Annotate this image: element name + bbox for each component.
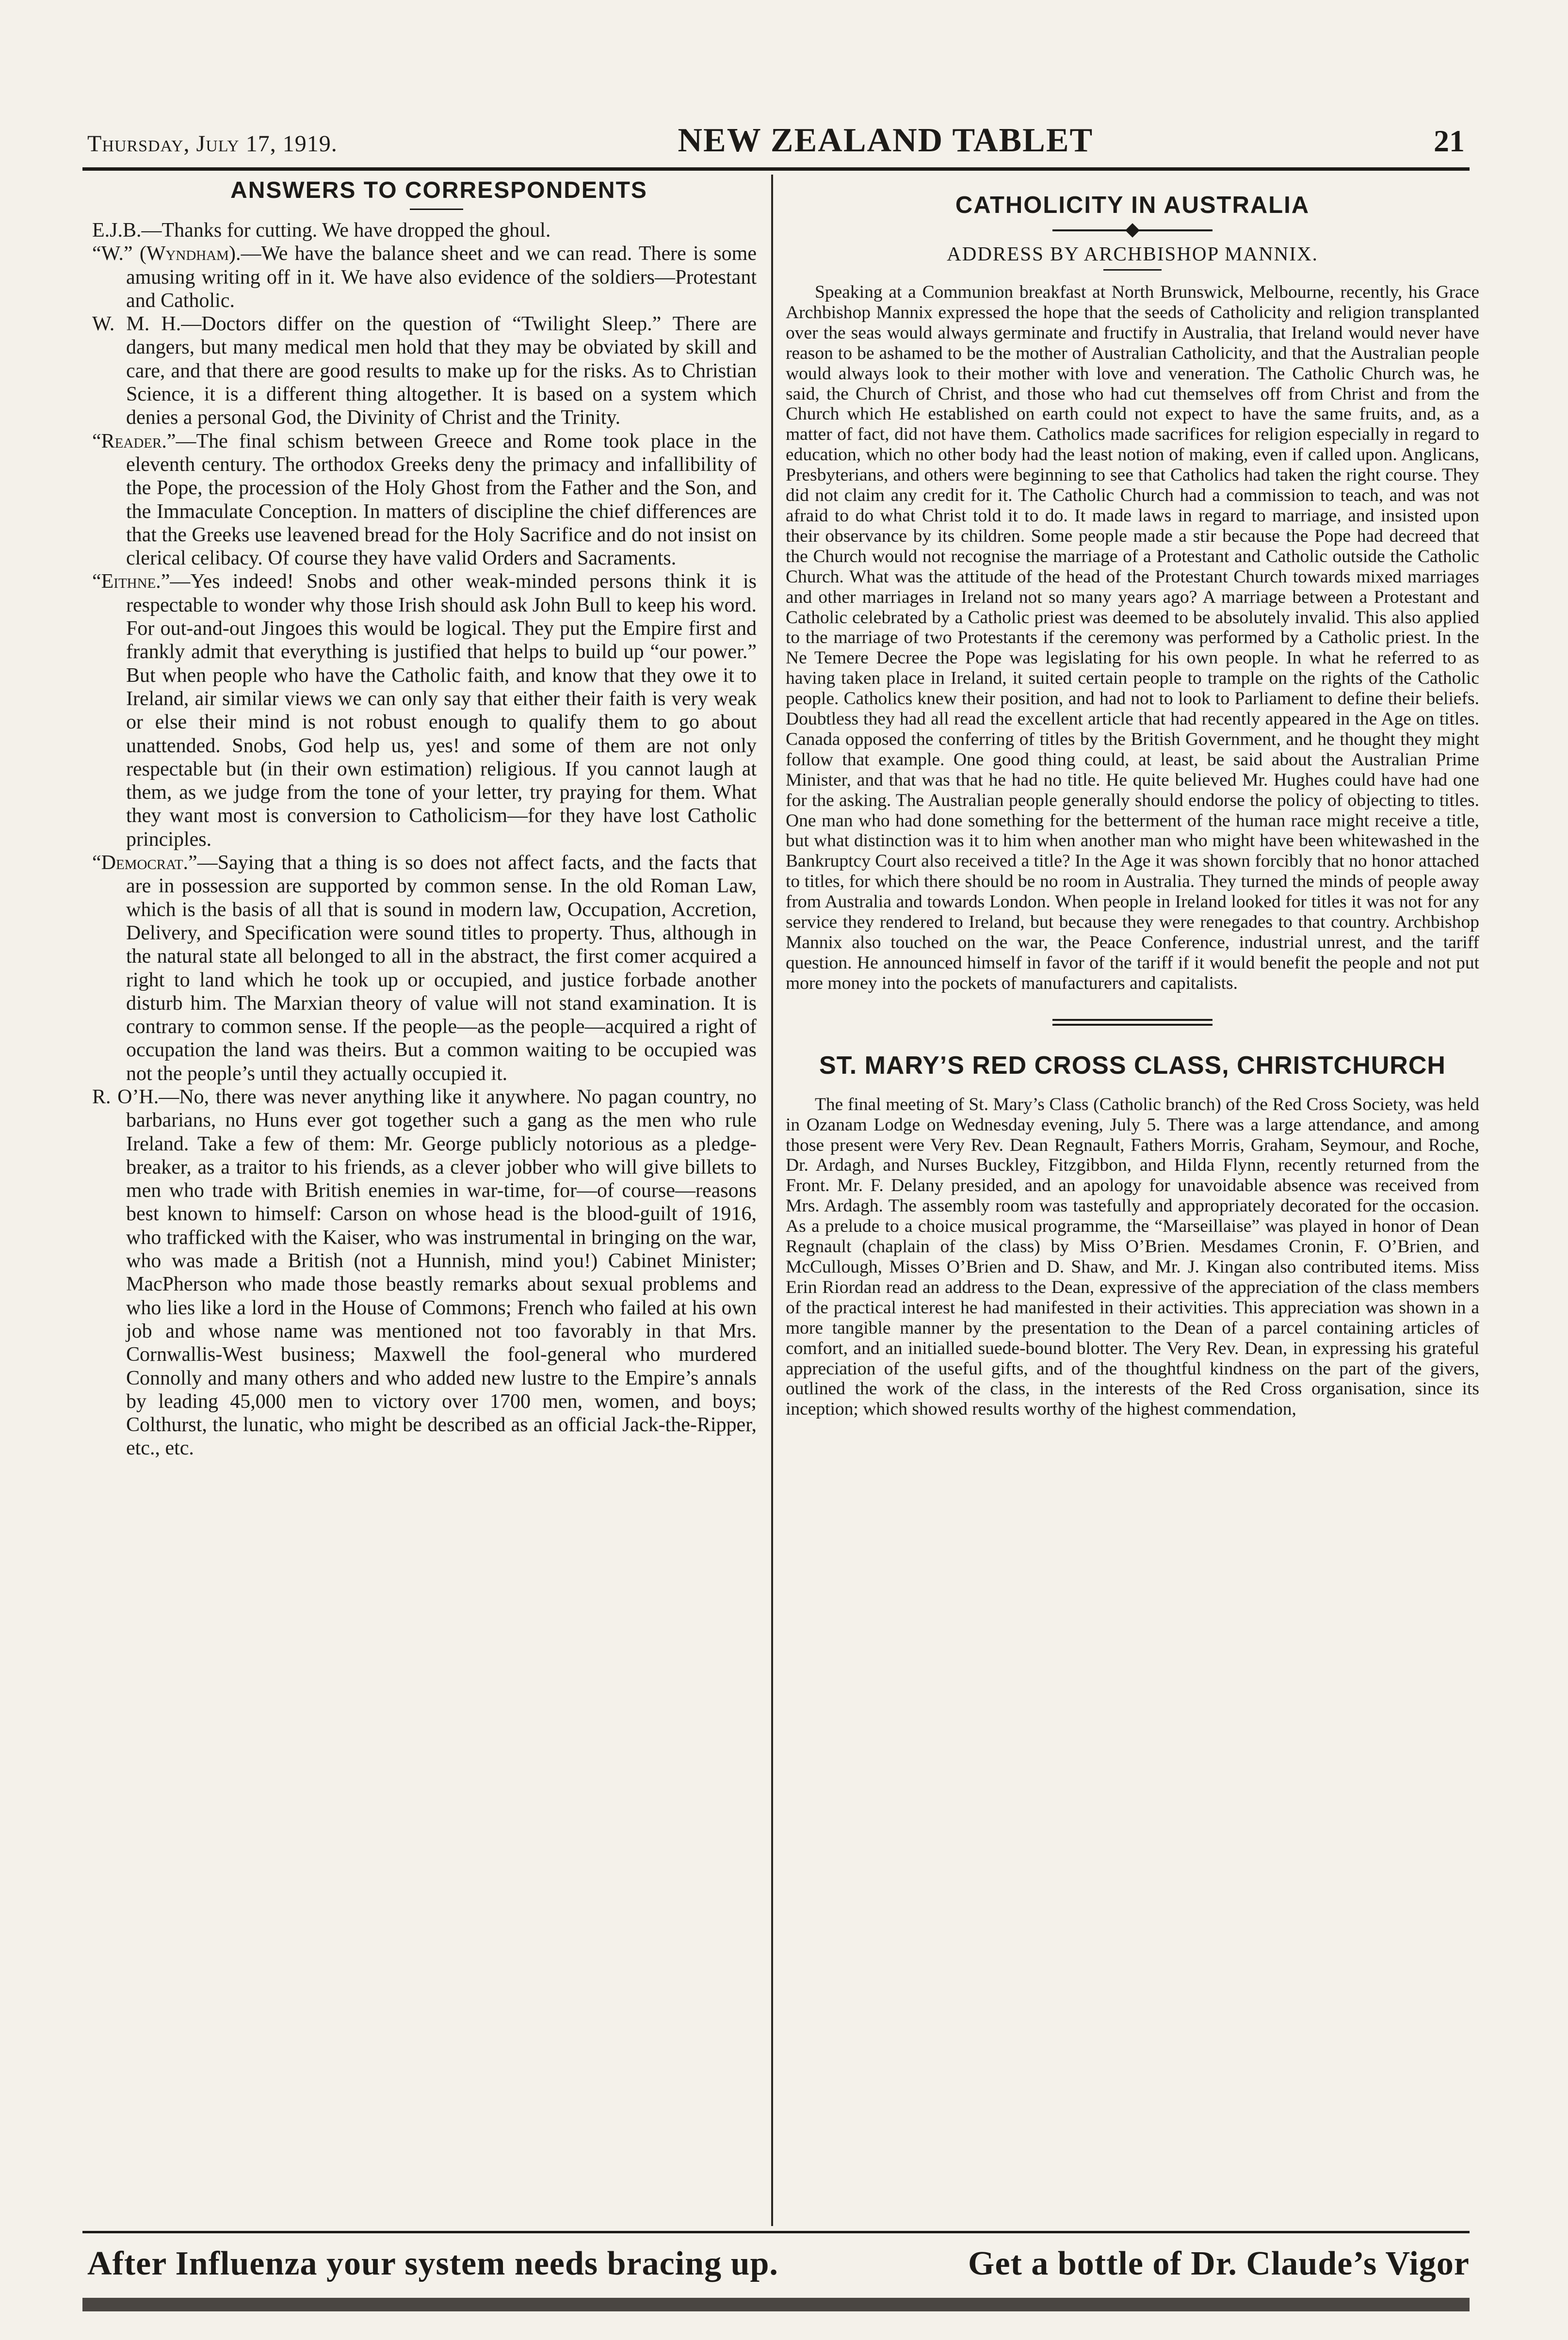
answer-text: —Saying that a thing is so does not affect facts, and the facts that are in possession are supported by common sense. In the old Roman Law, which is the basis of all that is sound in modern law, Occupation, Accretion, Delivery, and Specification were sound titles to property. Thus, although in the natural state all belonged to all in the abstract, the first comer acquired a right to land which he took up or occupied, and justice forbade another disturb him. The Marxian theory of value will not stand examination. It is contrary to common sense. If the people—as the people—acquired a right of occupation the land was theirs. But a common waiting to be occupied was not the people’s until they actually occupied it. — [126, 852, 757, 1085]
answer-lead: R. O’H. — [92, 1085, 159, 1108]
subtitle-rule — [1103, 269, 1162, 271]
answer-item — [92, 242, 757, 312]
newspaper-title: NEW ZEALAND TABLET — [678, 122, 1094, 159]
issue-date: Thursday, July 17, 1919. — [87, 131, 338, 157]
answer-text: —Yes indeed! Snobs and other weak-minded persons think it is respectable to wonder why those Irish should ask John Bull to keep his word. For out-and-out Jingoes this would be logical. They put the Empire first and frankly admit that everything is justified that helps to build up “our power.” But when people who have the Catholic faith, and know that they owe it to Ireland, air similar views we can only say that either their faith is very weak or else their mind is not robust enough to qualify them to go about unattended. Snobs, God help us, yes! and some of them are not only respectable but (in their own estimation) religious. If you cannot laugh at them, as we judge from the tone of your letter, try praying for them. What they want most is conversion to Catholicism—for they have lost Catholic principles. — [126, 570, 757, 851]
answer-lead: “Democrat.” — [92, 852, 197, 874]
footer-ink-strip — [82, 2298, 1470, 2311]
answer-item — [92, 430, 757, 570]
footer-ad-right: Get a bottle of Dr. Claude’s Vigor — [968, 2245, 1470, 2282]
answer-item — [92, 312, 757, 429]
answer-text: —Thanks for cutting. We have dropped the ghoul. — [141, 219, 551, 242]
masthead — [87, 121, 1465, 165]
answer-text: —Doctors differ on the question of “Twilight Sleep.” There are dangers, but many medical men hold that they may be obviated by skill and care, and that there are good results to make up for the risks. As to Christian Science, it is a different thing altogether. It is based on a system which denies a personal God, the Divinity of Christ and the Trinity. — [126, 313, 757, 429]
answer-item — [92, 1085, 757, 1460]
article-body-red-cross: The final meeting of St. Mary’s Class (Catholic branch) of the Red Cross Society, was held in Ozanam Lodge on Wednesday evening, July 5. There was a large attendance, and among those present were Very Rev. Dean Regnault, Fathers Morris, Graham, Seymour, and Roche, Dr. Ardagh, and Nurses Buckley, Fitzgibbon, and Hilda Flynn, recently returned from the Front. Mr. F. Delany presided, and an apology for unavoidable absence was received from Mrs. Ardagh. The assembly room was tastefully and appropriately decorated for the occasion. As a prelude to a choice musical programme, the “Marseillaise” was played in honor of Dean Regnault (chaplain of the class) by Miss O’Brien. Mesdames Cronin, F. O’Brien, and McCullough, Misses O’Brien and D. Shaw, and Mr. J. Kingan also contributed items. Miss Erin Riordan read an address to the Dean, expressive of the appreciation of the class members of the practical interest he had manifested in their activities. This appreciation was shown in a more tangible manner by the presentation to the Dean of a parcel containing articles of comfort, and an initialled suede-bound blotter. The Very Rev. Dean, in expressing his grateful appreciation of the useful gifts, and of the thoughtful kindness on the part of the givers, outlined the work of the class, in the interests of the Red Cross organisation, since its inception; which showed results worthy of the highest commendation, — [786, 1094, 1479, 1420]
answer-lead: “W.” (Wyndham). — [92, 242, 241, 265]
ornamental-rule — [1052, 229, 1212, 231]
header-rule — [82, 167, 1470, 171]
title-rule — [410, 209, 463, 210]
answer-item — [92, 851, 757, 1085]
footer-advertisement — [87, 2244, 1470, 2283]
answer-lead: “Eithne.” — [92, 570, 170, 593]
left-column — [92, 177, 757, 1460]
answer-item — [92, 219, 757, 242]
answer-text: —The final schism between Greece and Rome took place in the eleventh century. The orthodox Greeks deny the primacy and infallibility of the Pope, the procession of the Holy Ghost from the Father and the Son, and the Immaculate Conception. In matters of discipline the chief differences are that the Greeks use leavened bread for the Holy Sacrifice and do not insist on clerical celibacy. Of course they have valid Orders and Sacraments. — [126, 430, 757, 570]
article-title-red-cross: ST. MARY’S RED CROSS CLASS, CHRISTCHURCH — [819, 1051, 1446, 1080]
answer-text: —No, there was never anything like it anywhere. No pagan country, no barbarians, no Huns ever got together such a gang as the men who rule Ireland. Take a few of them: Mr. George publicly notorious as a pledge-breaker, as a traitor to his friends, as a clever jobber who will give billets to men who trade with British enemies in war-time, for—of course—reasons best known to himself: Carson on whose head is the blood-guilt of 1916, who trafficked with the Kaiser, who was instrumental in bringing on the war, who was made a British (not a Hunnish, mind you!) Cabinet Minister; MacPherson who made those beastly remarks about sexual problems and who lies like a lord in the House of Commons; French who failed at his own job and whose name was mentioned not too favorably in that Mrs. Cornwallis-West business; Maxwell the fool-general who murdered Connolly and many others and who added new lustre to the Empire’s annals by leading 45,000 men to victory over 1700 men, women, and boys; Colthurst, the lunatic, who might be described as an official Jack-the-Ripper, etc., etc. — [126, 1085, 757, 1460]
answer-text: —We have the balance sheet and we can read. There is some amusing writing off in it. We have also evidence of the soldiers—Protestant and Catholic. — [126, 242, 757, 312]
article-body-catholicity: Speaking at a Communion breakfast at North Brunswick, Melbourne, recently, his Grace Archbishop Mannix expressed the hope that the seeds of Catholicity and religion transplanted over the seas would always germinate and fructify in Australia, that Ireland would never have reason to be ashamed to be the mother of Australian Catholicity, and that the Australian people would always look to their mother with love and veneration. The Catholic Church was, he said, the Church of Christ, and those who had cut themselves off from Christ and from the Church which He established on earth could not expect to have the same fruits, and, as a matter of fact, did not have them. Catholics made sacrifices for religion especially in regard to education, which no other body had the least notion of making, even if called upon. Anglicans, Presbyterians, and others were beginning to see that Catholics had taken the right course. They did not claim any credit for it. The Catholic Church had a commission to teach, and was not afraid to do what Christ told it to do. It made laws in regard to marriage, and insisted upon their observance by its children. Some people made a stir because the Pope had decreed that the Church would not recognise the marriage of a Protestant and Catholic outside the Catholic Church. What was the attitude of the head of the Protestant Church towards mixed marriages and other marriages in Ireland not so many years ago? A marriage between a Protestant and Catholic celebrated by a Catholic priest was deemed to be absolutely invalid. This also applied to the marriage of two Protestants if the ceremony was performed by a Catholic priest. In the Ne Temere Decree the Pope was legislating for his own people. In what he referred to as having taken place in Ireland, it suited certain people to trample on the rights of the Catholic people. Catholics knew their position, and had not to look to Parliament to define their beliefs. Doubtless they had all read the excellent article that had recently appeared in the Age on titles. Canada opposed the conferring of titles by the British Government, and he thought they might follow that example. One good thing could, at least, be said about the Australian Prime Minister, and that was that he had no title. He quite believed Mr. Hughes could have had one for the asking. The Australian people generally should endorse the policy of objecting to titles. One man who had done something for the betterment of the human race might receive a title, but what distinction was it to him when another man who might have been whitewashed in the Bankruptcy Court also received a title? In the Age it was shown forcibly that no honor attached to titles, for which there should be no room in Australia. They turned the minds of people away from Australia and towards London. When people in Ireland looked for titles it was not for any service they rendered to Ireland, but because they were renegades to that country. Archbishop Mannix also touched on the war, the Peace Conference, industrial unrest, and the tariff question. He announced himself in favor of the tariff if it would benefit the people and not put more money into the pockets of manufacturers and capitalists. — [786, 282, 1479, 993]
section-separator — [1052, 1019, 1212, 1026]
article-subtitle: ADDRESS BY ARCHBISHOP MANNIX. — [947, 242, 1318, 265]
column-divider — [771, 175, 773, 2226]
right-column — [786, 177, 1479, 1420]
answer-lead: W. M. H. — [92, 313, 181, 336]
footer-rule — [82, 2231, 1470, 2233]
article-title-catholicity: CATHOLICITY IN AUSTRALIA — [955, 192, 1310, 218]
footer-ad-left: After Influenza your system needs bracing up. — [87, 2245, 778, 2282]
answer-lead: “Reader.” — [92, 430, 176, 452]
answer-lead: E.J.B. — [92, 219, 142, 242]
answer-item — [92, 570, 757, 851]
page-number: 21 — [1433, 124, 1465, 158]
answers-section-title: ANSWERS TO CORRESPONDENTS — [230, 178, 647, 203]
